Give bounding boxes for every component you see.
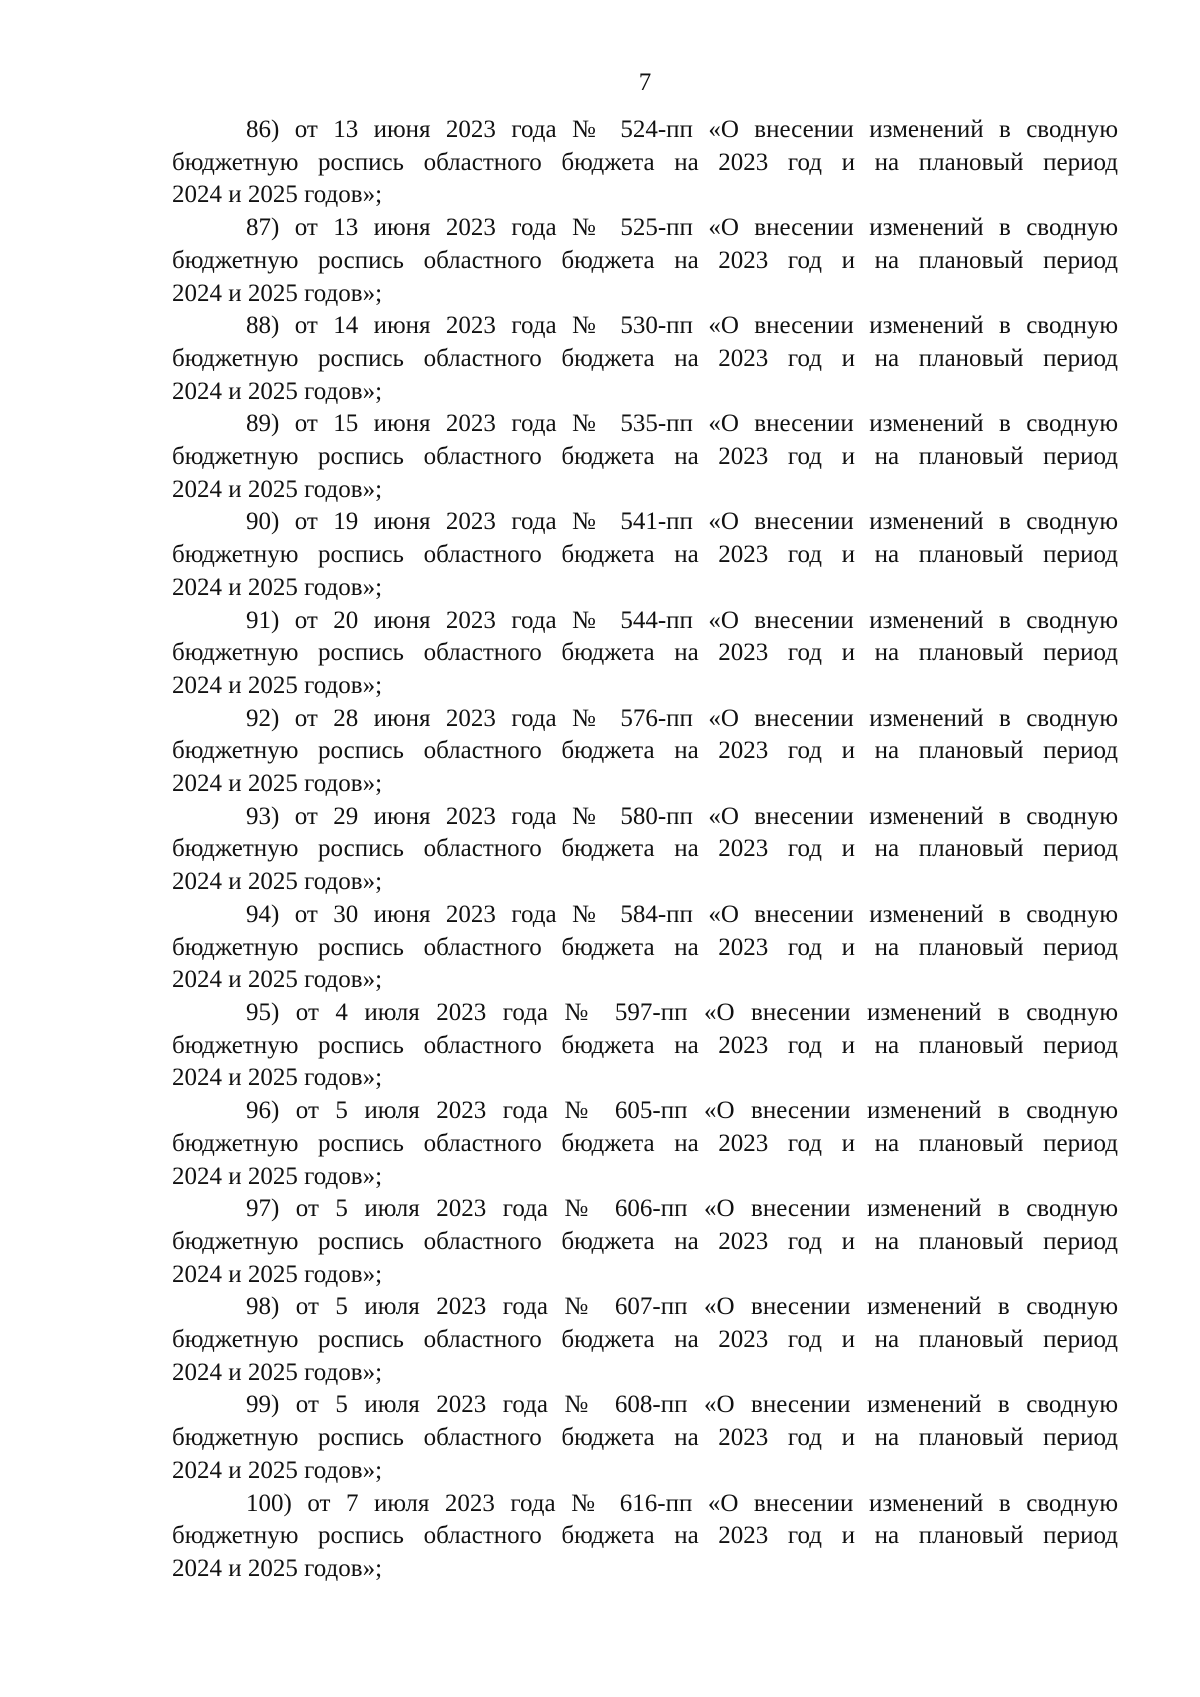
item-line-3: 2024 и 2025 годов»; [172,1358,383,1386]
list-item [172,506,1118,604]
item-line-2: бюджетную роспись областного бюджета на 2023 год и на плановый период [172,246,1118,274]
list-item [172,408,1118,506]
item-line-2: бюджетную роспись областного бюджета на 2023 год и на плановый период [172,1326,1118,1354]
item-line-2: бюджетную роспись областного бюджета на 2023 год и на плановый период [172,1129,1118,1157]
item-line-3: 2024 и 2025 годов»; [172,181,383,209]
list-item [172,1389,1118,1487]
item-line-3: 2024 и 2025 годов»; [172,868,383,896]
item-line-3: 2024 и 2025 годов»; [172,377,383,405]
item-line-3: 2024 и 2025 годов»; [172,573,383,601]
item-line-2: бюджетную роспись областного бюджета на 2023 год и на плановый период [172,443,1118,471]
item-line-1: 88) от 14 июня 2023 года № 530-пп «О внесении изменений в сводную [246,312,1118,340]
item-line-1: 93) от 29 июня 2023 года № 580-пп «О внесении изменений в сводную [246,802,1118,830]
page-number: 7 [638,69,652,96]
list-item [172,801,1118,899]
list-item [172,1095,1118,1193]
item-line-2: бюджетную роспись областного бюджета на 2023 год и на плановый период [172,1522,1118,1550]
item-line-2: бюджетную роспись областного бюджета на 2023 год и на плановый период [172,344,1118,372]
list-item [172,605,1118,703]
item-line-1: 95) от 4 июля 2023 года № 597-пп «О внесении изменений в сводную [246,998,1118,1026]
item-line-3: 2024 и 2025 годов»; [172,770,383,798]
list-item [172,899,1118,997]
item-line-3: 2024 и 2025 годов»; [172,1260,383,1288]
item-line-2: бюджетную роспись областного бюджета на 2023 год и на плановый период [172,737,1118,765]
item-line-3: 2024 и 2025 годов»; [172,475,383,503]
list-item [172,114,1118,212]
item-line-3: 2024 и 2025 годов»; [172,966,383,994]
item-line-3: 2024 и 2025 годов»; [172,1162,383,1190]
item-line-1: 98) от 5 июля 2023 года № 607-пп «О внесении изменений в сводную [246,1293,1118,1321]
list-item [172,1193,1118,1291]
resolution-list [172,114,1118,1586]
list-item [172,310,1118,408]
item-line-3: 2024 и 2025 годов»; [172,279,383,307]
item-line-2: бюджетную роспись областного бюджета на 2023 год и на плановый период [172,1031,1118,1059]
item-line-2: бюджетную роспись областного бюджета на 2023 год и на плановый период [172,148,1118,176]
item-line-2: бюджетную роспись областного бюджета на 2023 год и на плановый период [172,1227,1118,1255]
item-line-3: 2024 и 2025 годов»; [172,1554,383,1582]
list-item [172,703,1118,801]
item-line-1: 97) от 5 июля 2023 года № 606-пп «О внесении изменений в сводную [246,1195,1118,1223]
item-line-2: бюджетную роспись областного бюджета на 2023 год и на плановый период [172,639,1118,667]
item-line-1: 89) от 15 июня 2023 года № 535-пп «О внесении изменений в сводную [246,410,1118,438]
list-item [172,1291,1118,1389]
item-line-3: 2024 и 2025 годов»; [172,1456,383,1484]
item-line-1: 92) от 28 июня 2023 года № 576-пп «О внесении изменений в сводную [246,704,1118,732]
list-item [172,997,1118,1095]
item-line-1: 100) от 7 июля 2023 года № 616-пп «О внесении изменений в сводную [246,1489,1118,1517]
list-item [172,212,1118,310]
item-line-1: 87) от 13 июня 2023 года № 525-пп «О внесении изменений в сводную [246,214,1118,242]
item-line-2: бюджетную роспись областного бюджета на 2023 год и на плановый период [172,1424,1118,1452]
item-line-1: 90) от 19 июня 2023 года № 541-пп «О внесении изменений в сводную [246,508,1118,536]
item-line-1: 91) от 20 июня 2023 года № 544-пп «О внесении изменений в сводную [246,606,1118,634]
item-line-3: 2024 и 2025 годов»; [172,1064,383,1092]
item-line-1: 94) от 30 июня 2023 года № 584-пп «О внесении изменений в сводную [246,900,1118,928]
item-line-1: 96) от 5 июля 2023 года № 605-пп «О внесении изменений в сводную [246,1097,1118,1125]
item-line-2: бюджетную роспись областного бюджета на 2023 год и на плановый период [172,933,1118,961]
item-line-3: 2024 и 2025 годов»; [172,671,383,699]
item-line-1: 86) от 13 июня 2023 года № 524-пп «О внесении изменений в сводную [246,116,1118,143]
list-item [172,1488,1118,1586]
item-line-1: 99) от 5 июля 2023 года № 608-пп «О внесении изменений в сводную [246,1391,1118,1419]
item-line-2: бюджетную роспись областного бюджета на 2023 год и на плановый период [172,835,1118,863]
item-line-2: бюджетную роспись областного бюджета на 2023 год и на плановый период [172,541,1118,569]
